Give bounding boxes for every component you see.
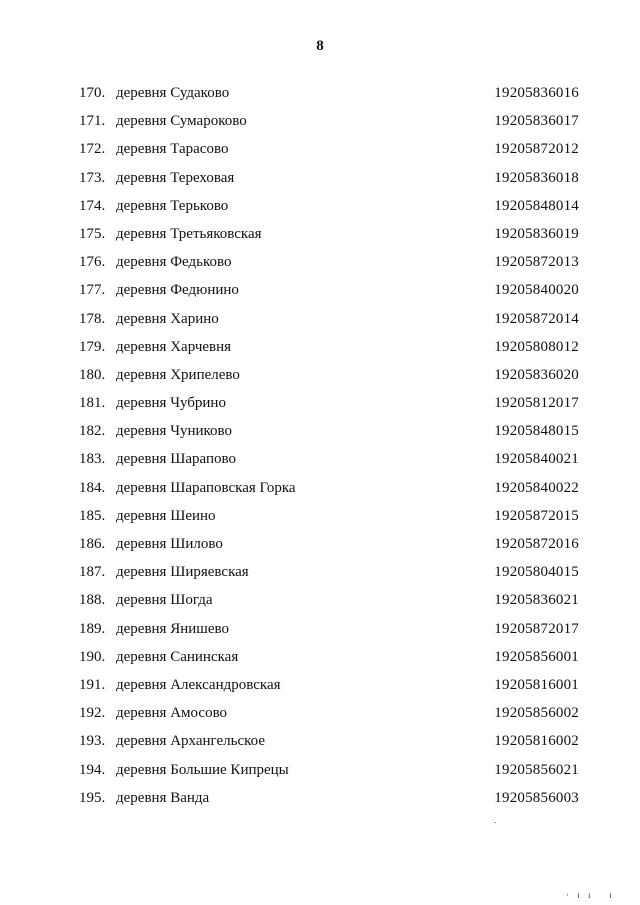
list-row — [0, 786, 640, 814]
oktmo-code: 19205856021 — [494, 761, 579, 778]
oktmo-code: 19205812017 — [494, 395, 579, 412]
settlement-name: деревня Архангельское — [116, 733, 265, 750]
settlement-list — [0, 81, 640, 814]
settlement-name: деревня Тереховая — [116, 169, 235, 186]
list-row — [0, 307, 640, 335]
oktmo-code: 19205836020 — [494, 366, 579, 383]
oktmo-code: 19205816002 — [494, 733, 579, 750]
settlement-name: деревня Сумароково — [116, 113, 247, 130]
oktmo-code: 19205872014 — [494, 310, 579, 327]
row-number: 185. — [79, 507, 106, 524]
row-number: 176. — [79, 254, 106, 271]
settlement-name: деревня Терьково — [116, 197, 229, 214]
row-number: 188. — [79, 592, 106, 609]
list-row — [0, 363, 640, 391]
list-row — [0, 137, 640, 165]
list-row — [0, 476, 640, 504]
oktmo-code: 19205872013 — [494, 254, 579, 271]
oktmo-code: 19205816001 — [494, 676, 579, 693]
settlement-name: деревня Третьяковская — [116, 225, 262, 242]
list-row — [0, 560, 640, 588]
oktmo-code: 19205836017 — [494, 113, 579, 130]
oktmo-code: 19205836018 — [494, 169, 579, 186]
list-row — [0, 645, 640, 673]
oktmo-code: 19205836019 — [494, 225, 579, 242]
list-row — [0, 166, 640, 194]
settlement-name: деревня Чуниково — [116, 423, 233, 440]
list-row — [0, 504, 640, 532]
row-number: 175. — [79, 225, 106, 242]
scan-marks: · ı ı ı — [566, 890, 615, 900]
list-row — [0, 194, 640, 222]
list-row — [0, 109, 640, 137]
oktmo-code: 19205840021 — [494, 451, 579, 468]
oktmo-code: 19205848014 — [494, 197, 579, 214]
oktmo-code: 19205856001 — [494, 648, 579, 665]
list-row — [0, 729, 640, 757]
list-row — [0, 447, 640, 475]
oktmo-code: 19205804015 — [494, 564, 579, 581]
oktmo-code: 19205808012 — [494, 338, 579, 355]
row-number: 195. — [79, 789, 106, 806]
oktmo-code: 19205872012 — [494, 141, 579, 158]
row-number: 179. — [79, 338, 106, 355]
settlement-name: деревня Шарапово — [116, 451, 236, 468]
row-number: 171. — [79, 113, 106, 130]
list-row — [0, 335, 640, 363]
row-number: 191. — [79, 676, 106, 693]
settlement-name: деревня Тарасово — [116, 141, 229, 158]
row-number: 189. — [79, 620, 106, 637]
page-number: 8 — [316, 38, 324, 54]
settlement-name: деревня Хрипелево — [116, 366, 240, 383]
row-number: 178. — [79, 310, 106, 327]
list-row — [0, 419, 640, 447]
scan-speck — [494, 822, 496, 823]
row-number: 181. — [79, 395, 106, 412]
oktmo-code: 19205856002 — [494, 705, 579, 722]
list-row — [0, 278, 640, 306]
oktmo-code: 19205856003 — [494, 789, 579, 806]
settlement-name: деревня Федьково — [116, 254, 232, 271]
settlement-name: деревня Санинская — [116, 648, 239, 665]
oktmo-code: 19205872017 — [494, 620, 579, 637]
list-row — [0, 617, 640, 645]
list-row — [0, 673, 640, 701]
list-row — [0, 532, 640, 560]
oktmo-code: 19205836021 — [494, 592, 579, 609]
settlement-name: деревня Харчевня — [116, 338, 232, 355]
row-number: 172. — [79, 141, 106, 158]
list-row — [0, 758, 640, 786]
row-number: 190. — [79, 648, 106, 665]
settlement-name: деревня Судаково — [116, 85, 230, 101]
oktmo-code: 19205840020 — [494, 282, 579, 299]
oktmo-code: 19205848015 — [494, 423, 579, 440]
row-number: 194. — [79, 761, 106, 778]
list-row — [0, 701, 640, 729]
list-row — [0, 250, 640, 278]
row-number: 173. — [79, 169, 106, 186]
settlement-name: деревня Федюнино — [116, 282, 239, 299]
oktmo-code: 19205872016 — [494, 536, 579, 552]
row-number: 193. — [79, 733, 106, 750]
oktmo-code: 19205836016 — [494, 85, 579, 101]
oktmo-code: 19205840022 — [494, 479, 579, 496]
settlement-name: деревня Шилово — [116, 536, 223, 552]
settlement-name: деревня Амосово — [116, 705, 228, 722]
row-number: 184. — [79, 479, 106, 496]
list-row — [0, 588, 640, 616]
settlement-name: деревня Шогда — [116, 592, 213, 609]
settlement-name: деревня Харино — [116, 310, 219, 327]
row-number: 177. — [79, 282, 106, 299]
settlement-name: деревня Шараповская Горка — [116, 479, 296, 496]
list-row — [0, 391, 640, 419]
row-number: 182. — [79, 423, 106, 440]
row-number: 187. — [79, 564, 106, 581]
settlement-name: деревня Янишево — [116, 620, 229, 637]
list-row — [0, 81, 640, 109]
row-number: 174. — [79, 197, 106, 214]
oktmo-code: 19205872015 — [494, 507, 579, 524]
row-number: 183. — [79, 451, 106, 468]
row-number: 192. — [79, 705, 106, 722]
settlement-name: деревня Ванда — [116, 789, 210, 806]
list-row — [0, 222, 640, 250]
row-number: 186. — [79, 536, 106, 552]
row-number: 180. — [79, 366, 106, 383]
settlement-name: деревня Чубрино — [116, 395, 226, 412]
row-number: 170. — [79, 85, 106, 101]
settlement-name: деревня Шеино — [116, 507, 216, 524]
settlement-name: деревня Ширяевская — [116, 564, 249, 581]
settlement-name: деревня Большие Кипрецы — [116, 761, 289, 778]
settlement-name: деревня Александровская — [116, 676, 281, 693]
